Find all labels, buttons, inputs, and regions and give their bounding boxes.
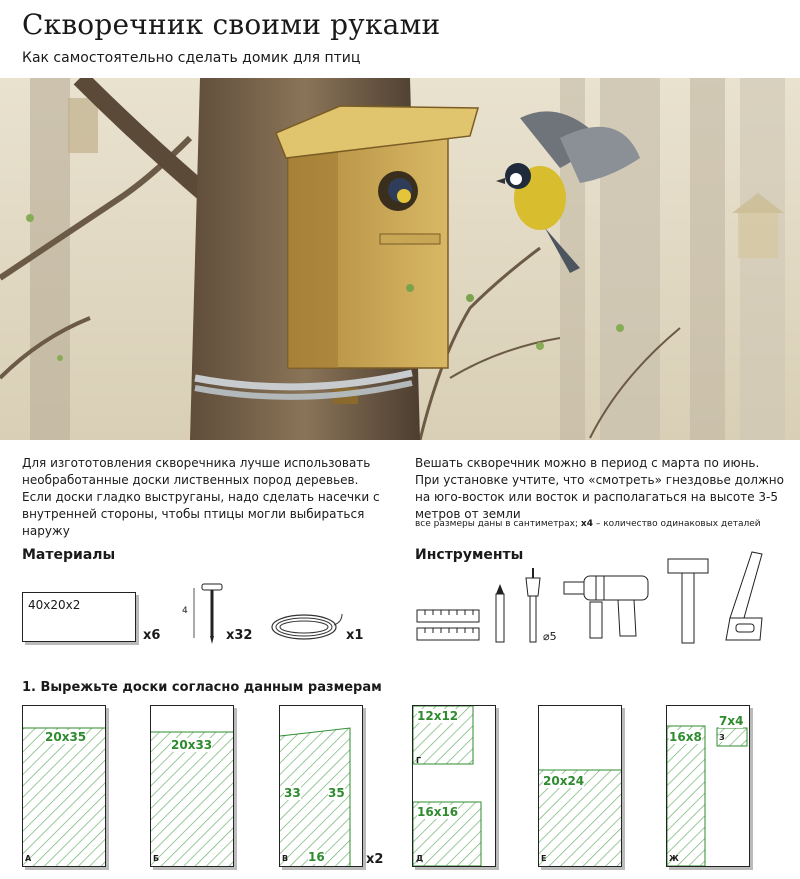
- board-dimensions: 40x20x2: [28, 598, 81, 612]
- drill-icon: [562, 572, 658, 642]
- board-d-letter: Д: [416, 854, 424, 863]
- note-prefix: все размеры даны в сантиметрах;: [415, 519, 579, 529]
- board-b: [150, 705, 234, 867]
- board-g-letter: Г: [416, 756, 422, 765]
- board-z-size: 7x4: [719, 714, 744, 728]
- board-e-letter: Е: [541, 854, 547, 863]
- intro-text-left: Для изгототовления скворечника лучше использовать необработанные доски лиственных пород деревьев. Если доски гладко выструганы, надо сделать насечки с внутренней стороны, чтобы птицы могли выбираться наружу: [22, 456, 380, 538]
- board-material: [22, 592, 136, 642]
- board-v-side-right: 35: [328, 786, 345, 800]
- board-b-letter: Б: [153, 854, 160, 863]
- note-suffix: – количество одинаковых деталей: [595, 519, 761, 529]
- page-title: Скворечник своими руками: [22, 8, 441, 41]
- drill-bit-diameter: ⌀5: [543, 630, 557, 643]
- board-a-letter: А: [25, 854, 32, 863]
- rope-quantity: x1: [346, 628, 364, 643]
- board-a: [22, 705, 106, 867]
- board-quantity: x6: [143, 628, 161, 643]
- intro-text-right: Вешать скворечник можно в период с марта по июнь. При установке учтите, что «смотреть» гнездовье должно на юго-восток или восток и располагаться на высоте 3-5 метров от земли: [415, 456, 784, 521]
- drill-bit-icon: [522, 566, 544, 644]
- board-zh-letter: Ж: [669, 854, 679, 863]
- board-v-letter: В: [282, 854, 289, 863]
- note-key: x4: [580, 519, 593, 529]
- board-z-letter: З: [719, 733, 725, 742]
- rope-icon: [268, 610, 344, 644]
- nail-icon: [190, 580, 224, 646]
- tools-heading: Инструменты: [415, 547, 524, 563]
- board-v-quantity: x2: [366, 852, 384, 867]
- board-e: [538, 705, 622, 867]
- board-v: [279, 705, 363, 867]
- materials-heading: Материалы: [22, 547, 116, 563]
- board-a-size: 20x35: [45, 730, 87, 744]
- hammer-icon: [666, 555, 710, 645]
- board-zh-size: 16x8: [669, 730, 702, 744]
- nail-quantity: x32: [226, 628, 253, 643]
- birdhouse-illustration: [0, 78, 800, 440]
- nail-length: 4: [182, 606, 188, 616]
- saw-icon: [722, 548, 772, 648]
- board-zh-z: [666, 705, 750, 867]
- board-b-size: 20x33: [171, 738, 213, 752]
- page-subtitle: Как самостоятельно сделать домик для птиц: [22, 50, 361, 66]
- board-g-size: 12x12: [417, 709, 459, 723]
- board-g-d: [412, 705, 496, 867]
- pencil-icon: [492, 582, 508, 644]
- dimensions-note: [415, 519, 761, 529]
- board-v-base: 16: [308, 850, 325, 864]
- ruler-icon: [415, 608, 483, 644]
- board-e-size: 20x24: [543, 774, 585, 788]
- board-v-side-left: 33: [284, 786, 301, 800]
- step1-heading: 1. Вырежьте доски согласно данным размерам: [22, 680, 382, 695]
- board-d-size: 16x16: [417, 805, 459, 819]
